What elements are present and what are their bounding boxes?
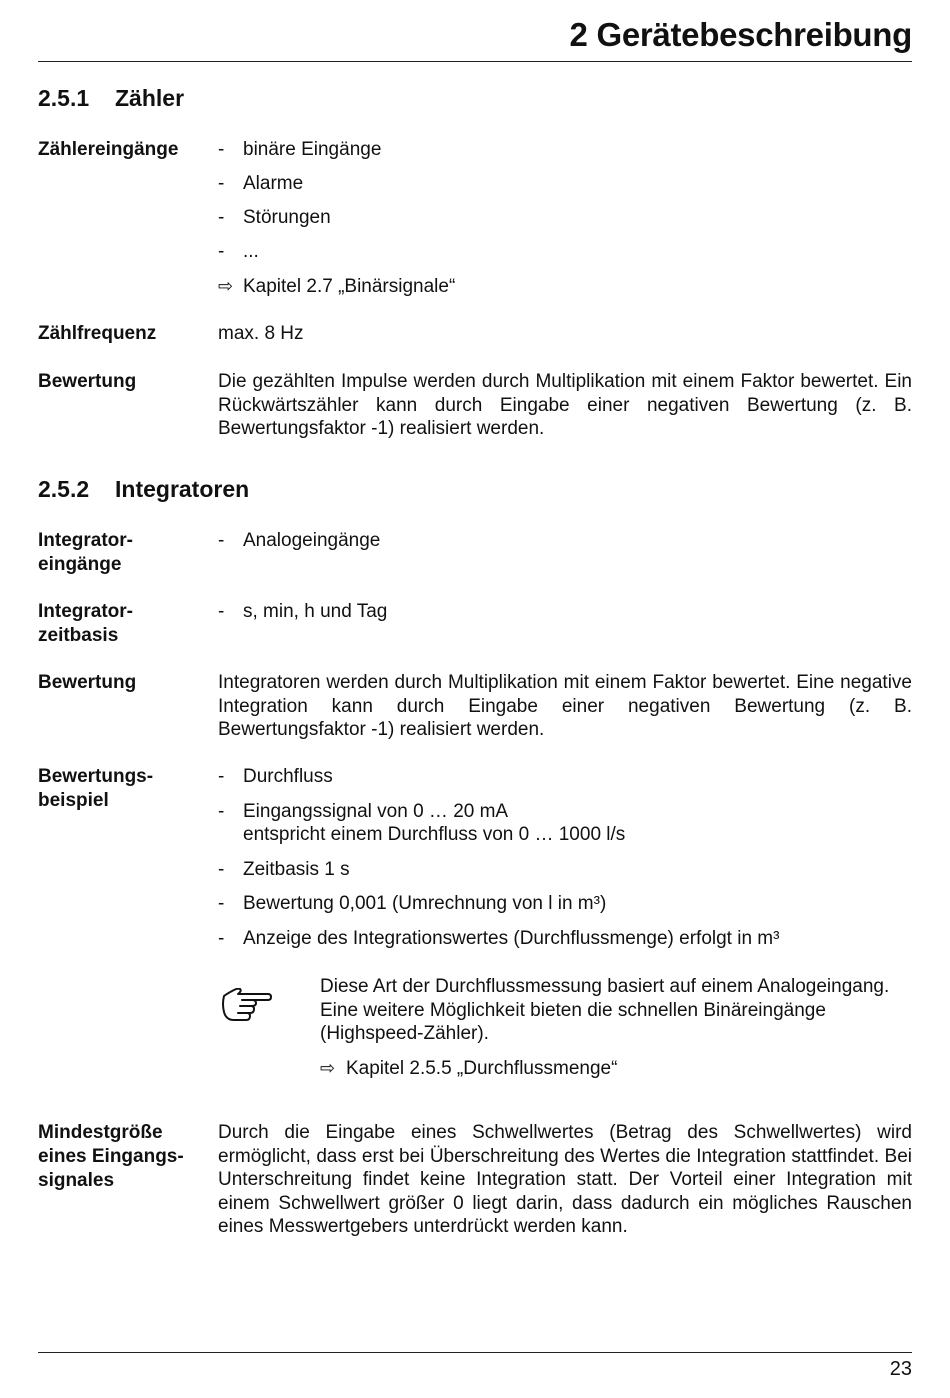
pointing-hand-icon xyxy=(218,988,272,1029)
list-item: Bewertung 0,001 (Umrechnung von l in m³) xyxy=(243,893,607,914)
dash: - xyxy=(218,139,225,160)
list-item: binäre Eingänge xyxy=(243,139,382,160)
list-item: Analogeingänge xyxy=(243,530,381,551)
list-item-continuation: entspricht einem Durchfluss von 0 … 1000 l/s xyxy=(243,824,626,845)
note-text: Diese Art der Durchflussmessung basiert auf einem Analogeingang. Eine weitere Möglichkeit bieten die schnellen Binäreingänge (Highspeed-Zähler). xyxy=(320,976,890,1044)
list-item: ... xyxy=(243,241,259,262)
frequency-value: max. 8 Hz xyxy=(218,323,304,344)
arrow-right-icon: ⇨ xyxy=(320,1058,336,1078)
list-item: Störungen xyxy=(243,207,331,228)
dash: - xyxy=(218,801,225,822)
rating-example-label xyxy=(38,765,153,813)
section-number: 2.5.1 xyxy=(38,85,90,111)
label-line: Integrator- xyxy=(38,601,133,622)
page-number: 23 xyxy=(889,1358,912,1380)
dash: - xyxy=(218,893,225,914)
dash: - xyxy=(218,207,225,228)
dash: - xyxy=(218,928,225,949)
dash: - xyxy=(218,859,225,880)
list-item: Eingangssignal von 0 … 20 mA xyxy=(243,801,509,822)
list-item: Alarme xyxy=(243,173,304,194)
integrator-inputs-label xyxy=(38,529,133,577)
label-line: beispiel xyxy=(38,790,109,811)
chapter-reference-link[interactable]: Kapitel 2.5.5 „Durchflussmenge“ xyxy=(346,1058,618,1079)
dash: - xyxy=(218,766,225,787)
section-heading-integrators xyxy=(38,476,249,503)
rating-text: Die gezählten Impulse werden durch Multiplikation mit einem Faktor bewertet. Ein Rückwärtszähler kann durch Eingabe einer negativen Bewertung (z. B. Bewertungsfaktor -1) realisiert werden. xyxy=(218,371,912,439)
label-line: eingänge xyxy=(38,554,122,575)
frequency-label: Zählfrequenz xyxy=(38,323,157,344)
label-line: zeitbasis xyxy=(38,625,119,646)
list-item: Anzeige des Integrationswertes (Durchflussmenge) erfolgt in m³ xyxy=(243,928,780,949)
rating-text: Integratoren werden durch Multiplikation mit einem Faktor bewertet. Eine negative Integration kann durch Eingabe einer negativen Bewertung (z. B. Bewertungsfaktor -1) realisiert werden. xyxy=(218,672,912,740)
rating-label: Bewertung xyxy=(38,672,137,693)
list-item: Durchfluss xyxy=(243,766,333,787)
min-signal-label xyxy=(38,1121,184,1193)
label-line: Bewertungs- xyxy=(38,766,154,787)
section-heading-counter xyxy=(38,85,184,112)
section-title: Zähler xyxy=(115,85,185,111)
label-line: Integrator- xyxy=(38,530,133,551)
min-signal-text: Durch die Eingabe eines Schwellwertes (Betrag des Schwellwertes) wird ermöglicht, dass erst bei Überschreitung des Wertes die Integration stattfindet. Bei Unterschreitung findet keine Integration statt. Der Vorteil einer Integration mit einem Schwellwert größer 0 liegt darin, dass dadurch ein mögliches Rauschen eines Messwertgebers unterdrückt werden kann. xyxy=(218,1122,912,1237)
dash: - xyxy=(218,601,225,622)
integrator-timebase-label xyxy=(38,600,133,648)
footer-rule xyxy=(38,1352,912,1353)
section-number: 2.5.2 xyxy=(38,476,90,502)
dash: - xyxy=(218,173,225,194)
chapter-title: 2 Gerätebeschreibung xyxy=(569,16,912,53)
header-rule xyxy=(38,61,912,62)
list-item: s, min, h und Tag xyxy=(243,601,388,622)
rating-label: Bewertung xyxy=(38,371,137,392)
list-item: Zeitbasis 1 s xyxy=(243,859,350,880)
dash: - xyxy=(218,241,225,262)
section-title: Integratoren xyxy=(115,476,250,502)
chapter-reference-link[interactable]: Kapitel 2.7 „Binärsignale“ xyxy=(243,276,456,297)
counter-inputs-label: Zählereingänge xyxy=(38,139,179,160)
arrow-right-icon: ⇨ xyxy=(218,276,234,296)
label-line: signales xyxy=(38,1170,115,1191)
label-line: eines Eingangs- xyxy=(38,1146,184,1167)
label-line: Mindestgröße xyxy=(38,1122,163,1143)
dash: - xyxy=(218,530,225,551)
